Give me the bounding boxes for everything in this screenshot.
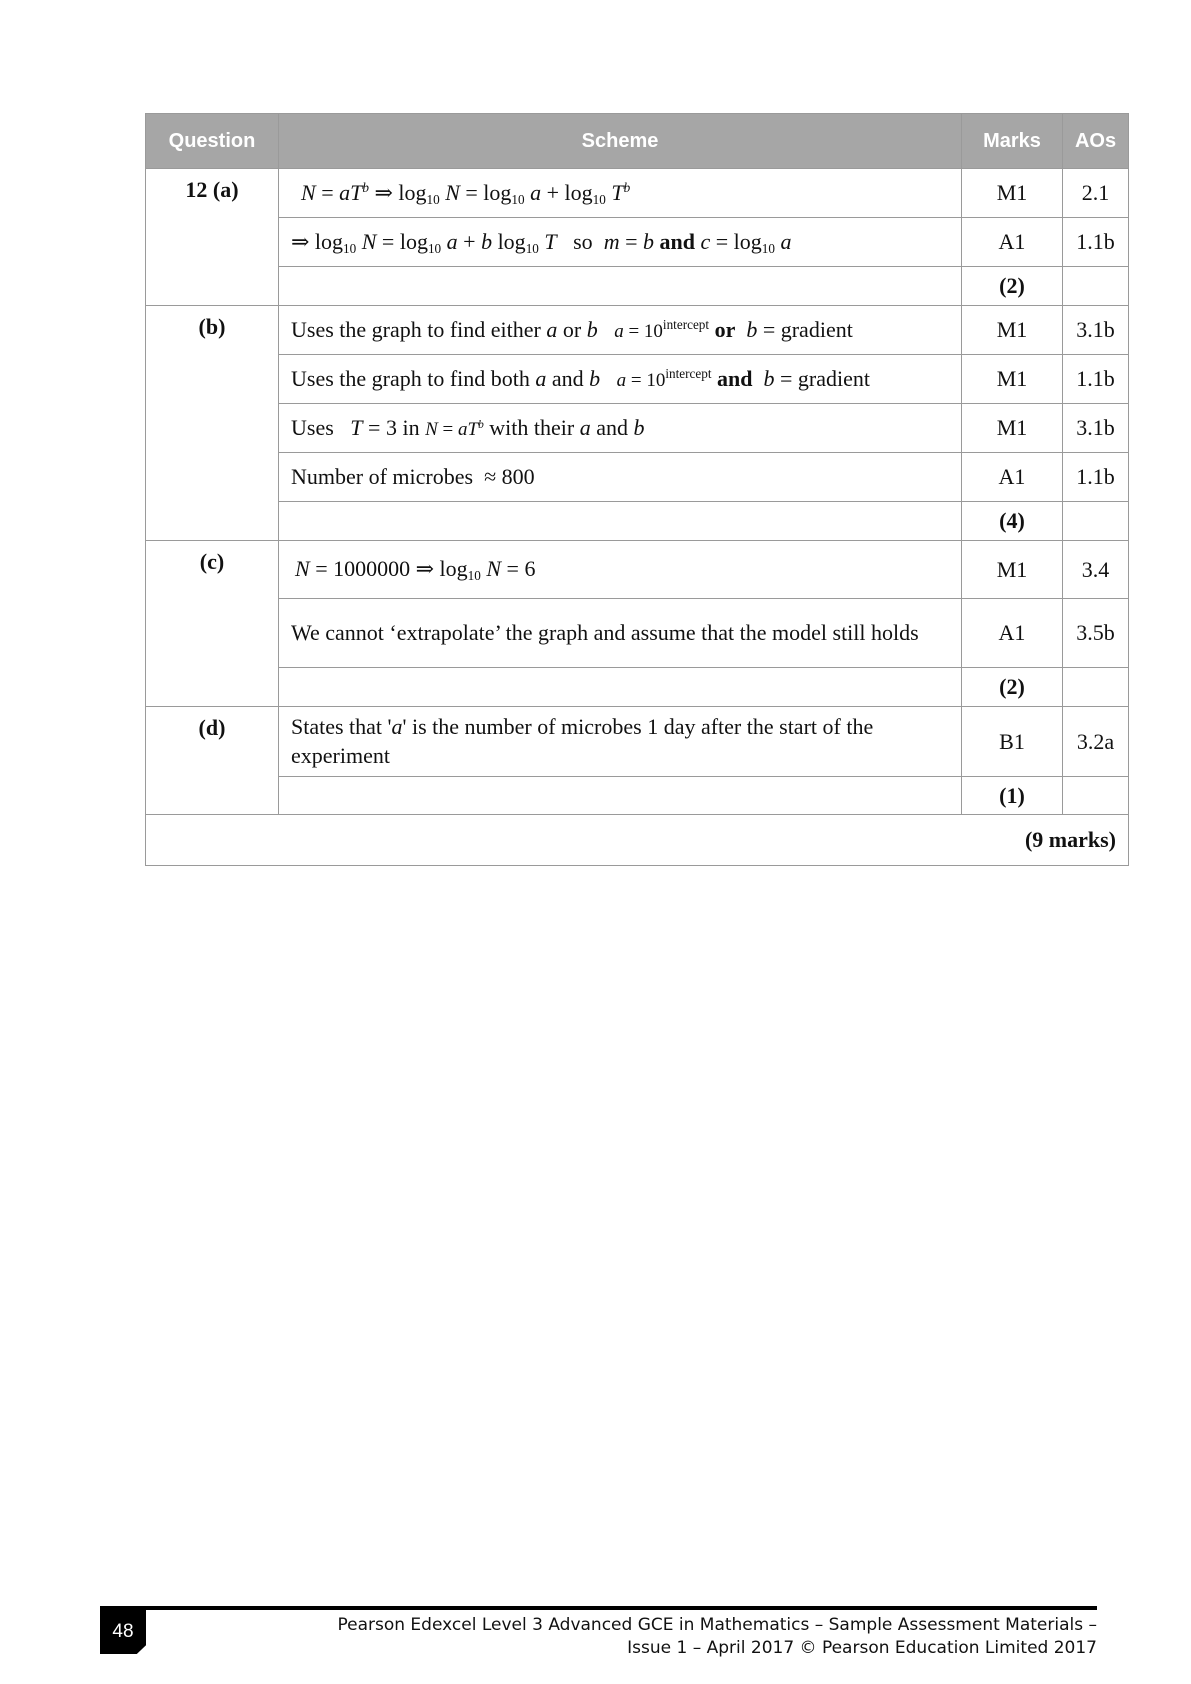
marks-header: Marks xyxy=(962,114,1063,169)
table-row xyxy=(146,707,1129,777)
b1-or: or xyxy=(562,316,582,342)
footer-line-1: Pearson Edexcel Level 3 Advanced GCE in Mathematics – Sample Assessment Materials – xyxy=(337,1615,1097,1635)
table-row xyxy=(146,267,1129,306)
table-row xyxy=(146,541,1129,599)
b4-value: ≈ 800 xyxy=(484,463,535,489)
scheme-c-blank xyxy=(279,668,962,707)
b1-text: Uses the graph to find either xyxy=(291,316,541,342)
d1-pre: States that ' xyxy=(291,714,392,739)
marks-b-1: M1 xyxy=(962,306,1063,355)
scheme-b-2: Uses the graph to find both a and b $a = 10^{intercept}$ and b = gradient xyxy=(279,355,962,404)
table-header-row xyxy=(146,114,1129,169)
b1-or-bold: or xyxy=(714,316,736,342)
marks-b-3: M1 xyxy=(962,404,1063,453)
scheme-b-4 xyxy=(279,453,962,502)
b1-sup: intercept xyxy=(662,316,710,332)
marks-c-2: A1 xyxy=(962,599,1063,668)
ao-b-blank xyxy=(1063,502,1129,541)
so-word: so xyxy=(573,228,593,254)
marks-a-2: A1 xyxy=(962,218,1063,267)
scheme-a-1: $N = aT^b$ ⇒ $\log_{10} N = \log_{10} a + \log_{10} T^b$ xyxy=(279,169,962,218)
question-label-d: (d) xyxy=(146,707,279,815)
marks-b-4: A1 xyxy=(962,453,1063,502)
ao-d-1: 3.2a xyxy=(1063,707,1129,777)
table-row xyxy=(146,404,1129,453)
ao-a-blank xyxy=(1063,267,1129,306)
scheme-b-1: Uses the graph to find either a or b $a = 10^{intercept}$ or b = gradient xyxy=(279,306,962,355)
table-row xyxy=(146,306,1129,355)
scheme-c-1: N = 1000000 ⇒ $\log_{10} N = 6$ xyxy=(279,541,962,599)
footer-line-2: Issue 1 – April 2017 © Pearson Education Limited 2017 xyxy=(627,1638,1097,1658)
scheme-b-blank xyxy=(279,502,962,541)
footer-rule xyxy=(100,1606,1097,1610)
c1-num: 1000000 xyxy=(333,556,411,582)
table-row xyxy=(146,502,1129,541)
b3-tail: with their xyxy=(489,414,575,440)
question-label-a: 12 (a) xyxy=(146,169,279,306)
scheme-c-2: We cannot ‘extrapolate’ the graph and assume that the model still holds xyxy=(279,599,962,668)
ao-b-4: 1.1b xyxy=(1063,453,1129,502)
table-row xyxy=(146,453,1129,502)
scheme-d-blank xyxy=(279,777,962,815)
b3-uses: Uses xyxy=(291,414,334,440)
table-row xyxy=(146,668,1129,707)
aos-header: AOs xyxy=(1063,114,1129,169)
table-row xyxy=(146,218,1129,267)
table-row xyxy=(146,815,1129,866)
ao-c-2: 3.5b xyxy=(1063,599,1129,668)
b3-and: and xyxy=(596,414,628,440)
b1-tail: = gradient xyxy=(762,316,853,342)
ao-d-blank xyxy=(1063,777,1129,815)
ao-b-1: 3.1b xyxy=(1063,306,1129,355)
mark-scheme-table xyxy=(145,113,1129,866)
b2-sup: intercept xyxy=(665,365,712,381)
b4-text: Number of microbes xyxy=(291,463,474,489)
subtotal-c: (2) xyxy=(962,668,1063,707)
ao-b-2: 1.1b xyxy=(1063,355,1129,404)
d1-post: ' is the number of microbes 1 day after the start of the experiment xyxy=(291,714,874,768)
ao-c-blank xyxy=(1063,668,1129,707)
ao-b-3: 3.1b xyxy=(1063,404,1129,453)
subtotal-a: (2) xyxy=(962,267,1063,306)
question-header: Question xyxy=(146,114,279,169)
ao-c-1: 3.4 xyxy=(1063,541,1129,599)
and-word: and xyxy=(659,228,695,254)
b2-and: and xyxy=(551,365,584,391)
b2-text: Uses the graph to find both xyxy=(291,365,530,391)
marks-c-1: M1 xyxy=(962,541,1063,599)
table-row xyxy=(146,169,1129,218)
total-marks: (9 marks) xyxy=(146,815,1129,866)
b2-and-bold: and xyxy=(717,365,753,391)
footer-text xyxy=(337,1614,1097,1660)
scheme-a-2: ⇒ $\log_{10} N = \log_{10} a + b$ $\log_{10} T$ so m = b and $c = \log_{10} a$ xyxy=(279,218,962,267)
b3-in: in xyxy=(402,414,420,440)
table-row xyxy=(146,599,1129,668)
table-row xyxy=(146,777,1129,815)
scheme-header: Scheme xyxy=(279,114,962,169)
subtotal-b: (4) xyxy=(962,502,1063,541)
ao-a-2: 1.1b xyxy=(1063,218,1129,267)
scheme-b-3: Uses T = 3 in $N = aT^b$ with their a and b xyxy=(279,404,962,453)
b2-tail: = gradient xyxy=(780,365,871,391)
ao-a-1: 2.1 xyxy=(1063,169,1129,218)
subtotal-d: (1) xyxy=(962,777,1063,815)
question-label-b: (b) xyxy=(146,306,279,541)
marks-a-1: M1 xyxy=(962,169,1063,218)
marks-b-2: M1 xyxy=(962,355,1063,404)
scheme-a-blank xyxy=(279,267,962,306)
marks-d-1: B1 xyxy=(962,707,1063,777)
page-number: 48 xyxy=(112,1621,134,1642)
question-label-c: (c) xyxy=(146,541,279,707)
scheme-d-1: States that 'a' is the number of microbes 1 day after the start of the experiment xyxy=(279,707,962,777)
table-row xyxy=(146,355,1129,404)
c1-val: 6 xyxy=(524,556,536,582)
